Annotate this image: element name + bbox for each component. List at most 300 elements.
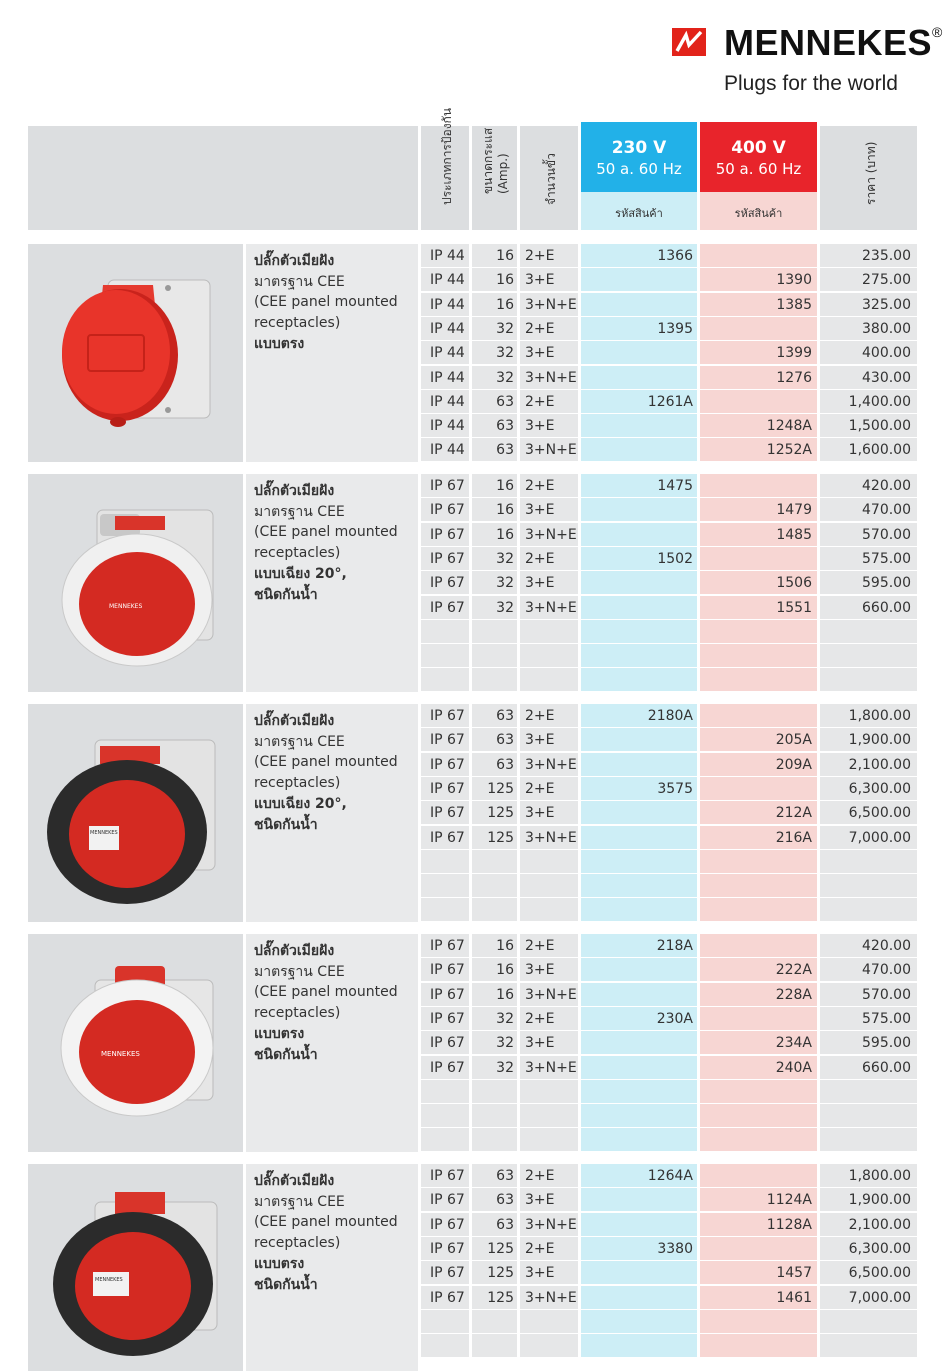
poles-cell: 3+N+E [525,442,577,459]
ip-cell: IP 67 [430,526,465,543]
description-line: มาตรฐาน CEE [254,1193,345,1210]
grid-cell [421,620,469,643]
grid-cell [581,644,697,667]
product-description [254,481,398,605]
poles-cell: 3+N+E [525,756,577,773]
grid-cell [581,753,697,776]
poles-cell: 3+N+E [525,829,577,846]
poles-cell: 2+E [525,938,555,954]
grid-cell [472,620,517,643]
poles-cell: 3+N+E [525,1216,577,1233]
grid-cell [700,620,817,643]
price-cell: 595.00 [862,1035,911,1052]
grid-cell [581,268,697,291]
grid-cell [820,668,917,691]
ip-cell: IP 44 [430,248,465,264]
description-line: receptacles) [254,315,341,332]
grid-cell [820,898,917,921]
header-poles: จำนวนขั้ว [520,126,578,230]
poles-cell: 3+N+E [525,599,577,616]
description-line: แบบเฉียง 20°, [254,565,347,582]
white-receptacle-straight-icon [55,960,230,1130]
header-blank [28,126,418,230]
grid-cell [581,1056,697,1079]
grid-cell [820,644,917,667]
amp-cell: 125 [487,1289,514,1306]
grid-cell [700,1007,817,1030]
grid-cell [700,1334,817,1357]
grid-cell [700,644,817,667]
code-400-cell: 205A [775,732,812,749]
poles-cell: 3+E [525,1035,555,1052]
price-cell: 575.00 [862,1010,911,1027]
code-400-cell: 1128A [766,1216,812,1233]
poles-cell: 2+E [525,478,555,494]
brand-name: MENNEKES® [724,22,943,63]
description-line: แบบตรง [254,1025,305,1042]
description-line: receptacles) [254,545,341,562]
poles-cell: 3+N+E [525,1059,577,1076]
svg-text:MENNEKES: MENNEKES [109,603,143,610]
grid-cell [581,571,697,594]
amp-cell: 63 [496,708,514,724]
ip-cell: IP 67 [430,1192,465,1209]
price-cell: 420.00 [862,478,911,494]
grid-cell [472,898,517,921]
code-400-cell: 1551 [776,599,812,616]
grid-cell [472,1080,517,1103]
ip-cell: IP 67 [430,805,465,822]
ip-cell: IP 67 [430,1289,465,1306]
ip-cell: IP 44 [430,418,465,435]
description-line: (CEE panel mounted [254,984,398,1001]
grid-cell [581,341,697,364]
ip-cell: IP 67 [430,1010,465,1027]
code-400-cell: 1385 [776,296,812,313]
price-cell: 6,500.00 [848,805,911,822]
grid-cell [421,1104,469,1127]
grid-cell [472,1334,517,1357]
code-label-230: รหัสสินค้า [615,207,663,220]
poles-cell: 2+E [525,393,555,410]
price-cell: 6,500.00 [848,1265,911,1282]
grid-cell [581,414,697,437]
mennekes-logo-icon [672,28,706,56]
price-cell: 470.00 [862,962,911,979]
description-line: ปลั๊กตัวเมียฝัง [254,943,335,959]
price-cell: 380.00 [862,320,911,337]
price-cell: 6,300.00 [848,1240,911,1257]
amp-cell: 125 [487,1265,514,1282]
grid-cell [700,898,817,921]
price-cell: 1,500.00 [848,418,911,435]
description-line: ปลั๊กตัวเมียฝัง [254,713,335,729]
ip-cell: IP 67 [430,708,465,724]
code-230-cell: 1395 [657,320,693,337]
grid-cell [820,850,917,873]
ip-cell: IP 44 [430,320,465,337]
amp-cell: 32 [496,369,514,386]
grid-cell [520,1128,578,1151]
ip-cell: IP 67 [430,502,465,519]
grid-cell [581,1104,697,1127]
grid-cell [700,934,817,957]
grid-cell [520,874,578,897]
grid-cell [472,874,517,897]
grid-cell [700,390,817,413]
grid-cell [421,850,469,873]
price-cell: 7,000.00 [848,1289,911,1306]
ip-cell: IP 67 [430,1035,465,1052]
grid-cell [421,1334,469,1357]
ip-cell: IP 67 [430,962,465,979]
code-label-400: รหัสสินค้า [734,207,783,220]
code-400-cell: 1252A [766,442,812,459]
poles-cell: 3+E [525,732,555,749]
description-line: receptacles) [254,775,341,792]
description-line: (CEE panel mounted [254,1214,398,1231]
grid-cell [472,1310,517,1333]
amp-cell: 16 [496,248,514,264]
grid-cell [581,620,697,643]
ip-cell: IP 67 [430,938,465,954]
description-line: ชนิดกันน้ำ [254,1046,318,1063]
grid-cell [581,1310,697,1333]
ip-cell: IP 67 [430,732,465,749]
poles-cell: 3+E [525,575,555,592]
description-line: แบบตรง [254,1255,305,1272]
ip-cell: IP 67 [430,780,465,797]
description-line: แบบตรง [254,335,305,352]
grid-cell [820,1310,917,1333]
amp-cell: 16 [496,938,514,954]
price-cell: 1,900.00 [848,1192,911,1209]
amp-cell: 32 [496,575,514,592]
grid-cell [581,293,697,316]
poles-cell: 3+N+E [525,986,577,1003]
poles-cell: 3+E [525,1192,555,1209]
grid-cell [472,668,517,691]
ip-cell: IP 67 [430,575,465,592]
grid-cell [700,704,817,727]
code-400-cell: 240A [775,1059,812,1076]
grid-cell [700,1164,817,1187]
grid-cell [581,826,697,849]
grid-cell [581,523,697,546]
grid-cell [581,958,697,981]
grid-cell [520,644,578,667]
grid-cell [581,366,697,389]
code-230-cell: 2180A [647,708,693,724]
price-cell: 1,800.00 [848,1168,911,1184]
svg-text:MENNEKES: MENNEKES [101,1050,140,1058]
poles-cell: 2+E [525,780,555,797]
grid-cell [700,777,817,800]
code-400-cell: 1479 [776,502,812,519]
price-cell: 1,600.00 [848,442,911,459]
code-400-cell: 1485 [776,526,812,543]
grid-cell [421,1080,469,1103]
grid-cell [520,898,578,921]
code-400-cell: 222A [775,962,812,979]
poles-cell: 3+E [525,272,555,289]
product-description [254,1171,398,1295]
amp-cell: 63 [496,418,514,435]
poles-cell: 3+N+E [525,369,577,386]
grid-cell [700,850,817,873]
description-line: (CEE panel mounted [254,754,398,771]
code-400-cell: 209A [775,756,812,773]
description-line: (CEE panel mounted [254,294,398,311]
ip-cell: IP 44 [430,296,465,313]
poles-cell: 3+E [525,805,555,822]
grid-cell [581,1213,697,1236]
description-line: (CEE panel mounted [254,524,398,541]
amp-cell: 16 [496,986,514,1003]
price-cell: 235.00 [862,248,911,264]
ip-cell: IP 67 [430,550,465,567]
grid-cell [581,801,697,824]
ip-cell: IP 67 [430,478,465,494]
amp-cell: 32 [496,345,514,362]
price-cell: 325.00 [862,296,911,313]
poles-cell: 3+N+E [525,526,577,543]
description-line: มาตรฐาน CEE [254,733,345,750]
code-230-cell: 1261A [647,393,693,410]
price-cell: 570.00 [862,526,911,543]
code-230-cell: 218A [656,938,693,954]
price-cell: 1,900.00 [848,732,911,749]
poles-cell: 2+E [525,320,555,337]
grid-cell [472,644,517,667]
ip-cell: IP 67 [430,1265,465,1282]
amp-cell: 16 [496,478,514,494]
ip-cell: IP 44 [430,442,465,459]
amp-cell: 32 [496,550,514,567]
grid-cell [581,874,697,897]
brand-block [672,22,942,102]
grid-cell [820,1104,917,1127]
voltage-400-badge: 400 V 50 a. 60 Hz [700,122,817,192]
code-400-cell: 228A [775,986,812,1003]
code-400-cell: 1399 [776,345,812,362]
header-protection: ประเภทการป้องกัน [421,126,469,230]
product-description [254,251,398,355]
code-230-cell: 230A [656,1010,693,1027]
description-line: แบบเฉียง 20°, [254,795,347,812]
header-price: ราคา (บาท) [820,126,917,230]
price-cell: 575.00 [862,550,911,567]
grid-cell [581,498,697,521]
grid-cell [421,898,469,921]
code-400-cell: 234A [775,1035,812,1052]
code-400-cell: 216A [775,829,812,846]
ip-cell: IP 44 [430,393,465,410]
code-400-cell: 1276 [776,369,812,386]
ip-cell: IP 67 [430,986,465,1003]
poles-cell: 2+E [525,708,555,724]
description-line: ชนิดกันน้ำ [254,1276,318,1293]
price-cell: 660.00 [862,1059,911,1076]
poles-cell: 3+N+E [525,1289,577,1306]
code-230-cell: 1366 [657,248,693,264]
poles-cell: 3+E [525,962,555,979]
grid-cell [581,898,697,921]
price-cell: 595.00 [862,575,911,592]
grid-cell [820,874,917,897]
product-description [254,941,398,1065]
poles-cell: 2+E [525,550,555,567]
code-400-cell: 1390 [776,272,812,289]
amp-cell: 32 [496,320,514,337]
grid-cell [520,668,578,691]
code-230-cell: 1264A [647,1168,693,1184]
amp-cell: 63 [496,1216,514,1233]
price-cell: 400.00 [862,345,911,362]
grid-cell [421,668,469,691]
ip-cell: IP 67 [430,829,465,846]
grid-cell [700,874,817,897]
amp-cell: 16 [496,962,514,979]
code-230-cell: 3380 [657,1240,693,1257]
description-line: ปลั๊กตัวเมียฝัง [254,1173,335,1189]
ip-cell: IP 44 [430,369,465,386]
code-400-cell: 1457 [776,1265,812,1282]
price-cell: 1,800.00 [848,708,911,724]
price-cell: 430.00 [862,369,911,386]
grid-cell [472,1128,517,1151]
poles-cell: 2+E [525,1240,555,1257]
black-receptacle-straight-icon [45,1188,230,1363]
amp-cell: 63 [496,732,514,749]
price-cell: 275.00 [862,272,911,289]
description-line: ชนิดกันน้ำ [254,586,318,603]
svg-text:MENNEKES: MENNEKES [95,1277,123,1283]
description-line: receptacles) [254,1235,341,1252]
red-receptacle-icon [48,260,228,445]
grid-cell [700,668,817,691]
grid-cell [581,983,697,1006]
code-400-cell: 1506 [776,575,812,592]
grid-cell [700,1128,817,1151]
price-cell: 1,400.00 [848,393,911,410]
product-description [254,711,398,835]
ip-cell: IP 44 [430,272,465,289]
grid-cell [472,1104,517,1127]
description-line: มาตรฐาน CEE [254,963,345,980]
amp-cell: 16 [496,272,514,289]
ip-cell: IP 44 [430,345,465,362]
poles-cell: 2+E [525,1010,555,1027]
grid-cell [581,1286,697,1309]
grid-cell [581,596,697,619]
ip-cell: IP 67 [430,1240,465,1257]
grid-cell [520,1104,578,1127]
grid-cell [581,1261,697,1284]
ip-cell: IP 67 [430,1216,465,1233]
grid-cell [700,547,817,570]
ip-cell: IP 67 [430,1168,465,1184]
grid-cell [700,244,817,267]
amp-cell: 125 [487,805,514,822]
amp-cell: 63 [496,1168,514,1184]
poles-cell: 3+E [525,418,555,435]
grid-cell [520,620,578,643]
grid-cell [700,1080,817,1103]
grid-cell [421,874,469,897]
price-cell: 570.00 [862,986,911,1003]
amp-cell: 125 [487,1240,514,1257]
grid-cell [820,620,917,643]
grid-cell [421,1128,469,1151]
grid-cell [581,668,697,691]
voltage-230-badge: 230 V 50 a. 60 Hz [581,122,697,192]
grid-cell [581,438,697,461]
description-line: มาตรฐาน CEE [254,273,345,290]
price-cell: 7,000.00 [848,829,911,846]
amp-cell: 63 [496,1192,514,1209]
poles-cell: 3+E [525,502,555,519]
grid-cell [581,1188,697,1211]
grid-cell [820,1128,917,1151]
black-receptacle-angled-icon [45,730,230,910]
poles-cell: 3+E [525,345,555,362]
amp-cell: 63 [496,393,514,410]
amp-cell: 125 [487,829,514,846]
amp-cell: 63 [496,756,514,773]
price-cell: 420.00 [862,938,911,954]
amp-cell: 16 [496,502,514,519]
ip-cell: IP 67 [430,756,465,773]
grid-cell [520,1080,578,1103]
price-cell: 2,100.00 [848,756,911,773]
poles-cell: 2+E [525,1168,555,1184]
code-230-cell: 3575 [657,780,693,797]
code-400-cell: 1124A [766,1192,812,1209]
grid-cell [700,1310,817,1333]
grid-cell [700,1237,817,1260]
price-cell: 470.00 [862,502,911,519]
price-cell: 660.00 [862,599,911,616]
amp-cell: 125 [487,780,514,797]
description-line: ชนิดกันน้ำ [254,816,318,833]
amp-cell: 32 [496,1035,514,1052]
grid-cell [472,850,517,873]
code-230-cell: 1502 [657,550,693,567]
grid-cell [700,317,817,340]
header-amp: ขนาดกระแส (Amp.) [472,126,517,230]
amp-cell: 32 [496,1059,514,1076]
grid-cell [581,1080,697,1103]
amp-cell: 16 [496,526,514,543]
code-230-cell: 1475 [657,478,693,494]
description-line: receptacles) [254,1005,341,1022]
grid-cell [820,1080,917,1103]
amp-cell: 16 [496,296,514,313]
grid-cell [700,1104,817,1127]
grid-cell [581,1128,697,1151]
grid-cell [581,728,697,751]
grid-cell [581,1031,697,1054]
amp-cell: 63 [496,442,514,459]
code-400-cell: 1248A [766,418,812,435]
amp-cell: 32 [496,599,514,616]
description-line: ปลั๊กตัวเมียฝัง [254,483,335,499]
grid-cell [700,474,817,497]
grid-cell [581,850,697,873]
grid-cell [520,1334,578,1357]
code-400-cell: 1461 [776,1289,812,1306]
